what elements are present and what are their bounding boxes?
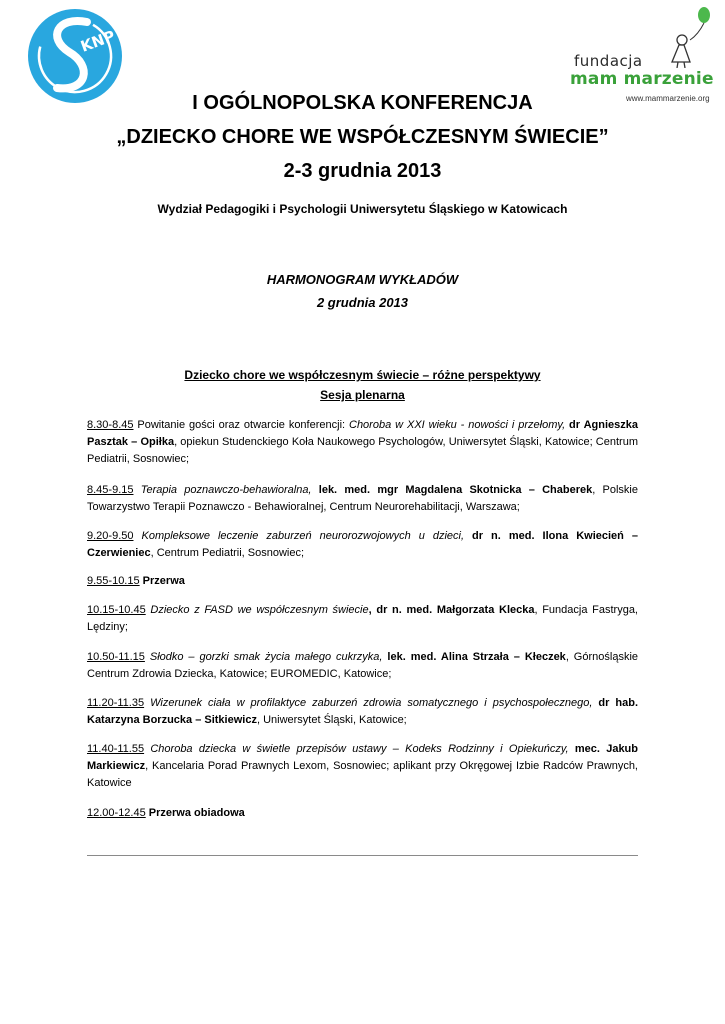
logo-left-text: KNP (78, 26, 118, 56)
divider (87, 855, 638, 856)
logo-right-url: www.mammarzenie.org (626, 94, 710, 103)
entry-affiliation: , Centrum Pediatrii, Sosnowiec; (150, 547, 305, 559)
entry-speaker: dr hab. Katarzyna Borzucka – Sitkiewicz (87, 697, 639, 726)
conference-title: I OGÓLNOPOLSKA KONFERENCJA (192, 92, 533, 114)
entry-time: 12.00-12.45 (87, 807, 146, 819)
conference-subtitle: „DZIECKO CHORE WE WSPÓŁCZESNYM ŚWIECIE” (116, 126, 609, 148)
schedule-day: 2 grudnia 2013 (316, 295, 409, 310)
entry-time: 10.50-11.15 (87, 651, 145, 663)
entry-affiliation: , Uniwersytet Śląski, Katowice; (256, 714, 407, 726)
schedule-entry (87, 695, 638, 729)
schedule-entry (87, 417, 638, 468)
entry-affiliation: , Górnośląskie Centrum Zdrowia Dziecka, Katowice; EUROMEDIC, Katowice; (87, 651, 639, 680)
entry-affiliation: , Polskie Towarzystwo Terapii Poznawczo - Behawioralnej, Centrum Neurorehabilitacji, Warszawa; (87, 484, 638, 513)
entry-topic: Choroba w XXI wieku - nowości i przełomy, (349, 419, 566, 431)
conference-dates: 2-3 grudnia 2013 (283, 160, 442, 182)
entry-topic: Słodko – gorzki smak życia małego cukrzyka, (149, 651, 383, 663)
entry-pre (133, 484, 140, 496)
entry-affiliation: , Kancelaria Porad Prawnych Lexom, Sosnowiec; aplikant przy Okręgowej Izbie Radców Prawnych, Katowice (87, 760, 638, 789)
entry-speaker: dr n. med. Ilona Kwiecień – Czerwieniec (87, 530, 638, 559)
entry-pre (133, 530, 141, 542)
entry-topic: Kompleksowe leczenie zaburzeń neurorozwojowych u dzieci, (141, 530, 465, 542)
schedule-entry (87, 528, 638, 562)
entry-affiliation: , Fundacja Fastryga, Lędziny; (87, 604, 638, 633)
entry-time: 8.30-8.45 (87, 419, 134, 431)
schedule-entry (87, 805, 638, 822)
schedule-entry (87, 482, 638, 516)
session-subtitle: Sesja plenarna (320, 388, 405, 402)
entry-speaker: mec. Jakub Markiewicz (87, 743, 638, 772)
entry-topic: Choroba dziecka w świetle przepisów ustawy – Kodeks Rodzinny i Opiekuńczy, (150, 743, 569, 755)
entry-speaker: lek. med. Alina Strzała – Kłeczek (382, 651, 566, 663)
schedule-entry (87, 741, 638, 792)
session-title: Dziecko chore we współczesnym świecie – różne perspektywy (184, 368, 541, 382)
entry-affiliation: , opiekun Studenckiego Koła Naukowego Psychologów, Uniwersytet Śląski, Katowice; Centrum Pediatrii, Sosnowiec; (87, 436, 638, 465)
entry-speaker: Przerwa (142, 575, 185, 587)
logo-right-line2: mam marzenie (570, 69, 714, 89)
entry-speaker: , dr n. med. Małgorzata Klecka (368, 604, 535, 616)
entry-speaker: dr Agnieszka Pasztak – Opiłka (87, 419, 638, 448)
balloon-girl-icon (652, 6, 722, 68)
sknp-logo (27, 8, 123, 104)
entry-time: 8.45-9.15 (87, 484, 134, 496)
schedule-heading: HARMONOGRAM WYKŁADÓW (266, 272, 459, 287)
entry-time: 9.20-9.50 (87, 530, 134, 542)
fundacja-logo (566, 6, 724, 104)
entry-pre: Powitanie gości oraz otwarcie konferencji: (133, 419, 349, 431)
logo-right-line1: fundacja (574, 52, 643, 70)
entry-topic: Wizerunek ciała w profilaktyce zaburzeń zdrowia somatycznego i psychospołecznego, (150, 697, 593, 709)
entry-topic: Terapia poznawczo-behawioralna, (140, 484, 312, 496)
entry-time: 11.40-11.55 (87, 743, 145, 755)
entry-topic: Dziecko z FASD we współczesnym świecie (150, 604, 369, 616)
entry-time: 11.20-11.35 (87, 697, 145, 709)
faculty: Wydział Pedagogiki i Psychologii Uniwersytetu Śląskiego w Katowicach (157, 202, 568, 216)
entry-time: 9.55-10.15 (87, 575, 140, 587)
schedule-entry (87, 649, 638, 683)
entry-speaker: Przerwa obiadowa (148, 807, 245, 819)
schedule-entry (87, 602, 638, 636)
schedule-entry (87, 573, 638, 590)
entry-time: 10.15-10.45 (87, 604, 146, 616)
entry-speaker: lek. med. mgr Magdalena Skotnicka – Chaberek (311, 484, 593, 496)
